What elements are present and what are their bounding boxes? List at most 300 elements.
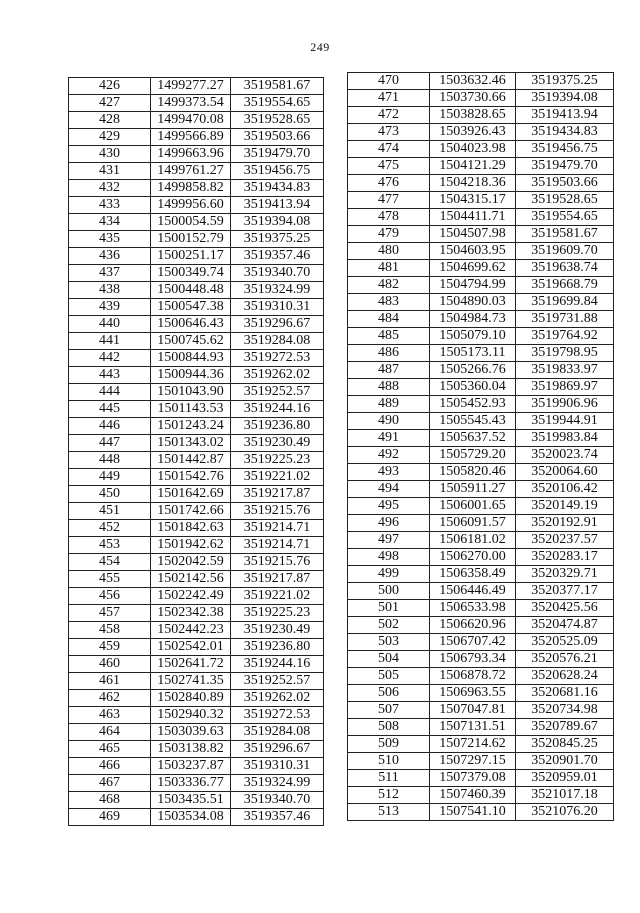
x-coordinate-cell: 1505173.11 (430, 345, 516, 362)
y-coordinate-cell: 3519221.02 (231, 469, 324, 486)
y-coordinate-cell: 3519214.71 (231, 520, 324, 537)
y-coordinate-cell: 3519225.23 (231, 452, 324, 469)
x-coordinate-cell: 1501442.87 (151, 452, 231, 469)
x-coordinate-cell: 1500646.43 (151, 316, 231, 333)
y-coordinate-cell: 3519221.02 (231, 588, 324, 605)
y-coordinate-cell: 3519324.99 (231, 775, 324, 792)
table-row (69, 571, 324, 588)
x-coordinate-cell: 1506878.72 (430, 668, 516, 685)
y-coordinate-cell: 3519609.70 (516, 243, 614, 260)
point-number-cell: 460 (69, 656, 151, 673)
point-number-cell: 453 (69, 537, 151, 554)
y-coordinate-cell: 3519310.31 (231, 758, 324, 775)
x-coordinate-cell: 1506533.98 (430, 600, 516, 617)
x-coordinate-cell: 1506001.65 (430, 498, 516, 515)
table-row (69, 724, 324, 741)
table-row (348, 226, 614, 243)
y-coordinate-cell: 3520106.42 (516, 481, 614, 498)
y-coordinate-cell: 3519214.71 (231, 537, 324, 554)
x-coordinate-cell: 1504411.71 (430, 209, 516, 226)
point-number-cell: 456 (69, 588, 151, 605)
point-number-cell: 513 (348, 804, 430, 821)
y-coordinate-cell: 3520023.74 (516, 447, 614, 464)
point-number-cell: 442 (69, 350, 151, 367)
point-number-cell: 512 (348, 787, 430, 804)
y-coordinate-cell: 3520329.71 (516, 566, 614, 583)
table-row (69, 775, 324, 792)
table-row (348, 328, 614, 345)
x-coordinate-cell: 1505079.10 (430, 328, 516, 345)
coordinate-table-left-body (69, 78, 324, 826)
y-coordinate-cell: 3519983.84 (516, 430, 614, 447)
point-number-cell: 434 (69, 214, 151, 231)
x-coordinate-cell: 1505545.43 (430, 413, 516, 430)
table-row (69, 299, 324, 316)
x-coordinate-cell: 1507541.10 (430, 804, 516, 821)
table-row (348, 566, 614, 583)
x-coordinate-cell: 1507460.39 (430, 787, 516, 804)
point-number-cell: 444 (69, 384, 151, 401)
y-coordinate-cell: 3520474.87 (516, 617, 614, 634)
table-row (348, 515, 614, 532)
y-coordinate-cell: 3519262.02 (231, 690, 324, 707)
x-coordinate-cell: 1505360.04 (430, 379, 516, 396)
x-coordinate-cell: 1500054.59 (151, 214, 231, 231)
y-coordinate-cell: 3519581.67 (516, 226, 614, 243)
y-coordinate-cell: 3520901.70 (516, 753, 614, 770)
y-coordinate-cell: 3519340.70 (231, 265, 324, 282)
table-row (69, 146, 324, 163)
point-number-cell: 482 (348, 277, 430, 294)
table-row (348, 770, 614, 787)
y-coordinate-cell: 3519503.66 (231, 129, 324, 146)
y-coordinate-cell: 3520064.60 (516, 464, 614, 481)
point-number-cell: 446 (69, 418, 151, 435)
x-coordinate-cell: 1502641.72 (151, 656, 231, 673)
x-coordinate-cell: 1505729.20 (430, 447, 516, 464)
point-number-cell: 507 (348, 702, 430, 719)
x-coordinate-cell: 1504315.17 (430, 192, 516, 209)
x-coordinate-cell: 1507131.51 (430, 719, 516, 736)
y-coordinate-cell: 3519906.96 (516, 396, 614, 413)
x-coordinate-cell: 1499761.27 (151, 163, 231, 180)
x-coordinate-cell: 1503138.82 (151, 741, 231, 758)
point-number-cell: 461 (69, 673, 151, 690)
y-coordinate-cell: 3519638.74 (516, 260, 614, 277)
point-number-cell: 483 (348, 294, 430, 311)
table-row (348, 464, 614, 481)
y-coordinate-cell: 3519296.67 (231, 316, 324, 333)
table-row (69, 622, 324, 639)
point-number-cell: 458 (69, 622, 151, 639)
y-coordinate-cell: 3519833.97 (516, 362, 614, 379)
table-row (69, 435, 324, 452)
table-row (348, 583, 614, 600)
table-row (69, 316, 324, 333)
x-coordinate-cell: 1504023.98 (430, 141, 516, 158)
y-coordinate-cell: 3519244.16 (231, 401, 324, 418)
point-number-cell: 506 (348, 685, 430, 702)
x-coordinate-cell: 1502142.56 (151, 571, 231, 588)
y-coordinate-cell: 3520149.19 (516, 498, 614, 515)
point-number-cell: 454 (69, 554, 151, 571)
y-coordinate-cell: 3519272.53 (231, 707, 324, 724)
x-coordinate-cell: 1503435.51 (151, 792, 231, 809)
point-number-cell: 502 (348, 617, 430, 634)
point-number-cell: 505 (348, 668, 430, 685)
table-row (69, 690, 324, 707)
x-coordinate-cell: 1506270.00 (430, 549, 516, 566)
page-number: 249 (310, 40, 330, 54)
x-coordinate-cell: 1506963.55 (430, 685, 516, 702)
table-row (69, 741, 324, 758)
table-row (348, 600, 614, 617)
y-coordinate-cell: 3519215.76 (231, 503, 324, 520)
table-row (69, 384, 324, 401)
table-row (69, 503, 324, 520)
x-coordinate-cell: 1500745.62 (151, 333, 231, 350)
table-row (69, 231, 324, 248)
point-number-cell: 501 (348, 600, 430, 617)
table-row (69, 537, 324, 554)
y-coordinate-cell: 3520681.16 (516, 685, 614, 702)
point-number-cell: 448 (69, 452, 151, 469)
y-coordinate-cell: 3519252.57 (231, 384, 324, 401)
point-number-cell: 470 (348, 73, 430, 90)
point-number-cell: 496 (348, 515, 430, 532)
x-coordinate-cell: 1500349.74 (151, 265, 231, 282)
x-coordinate-cell: 1505266.76 (430, 362, 516, 379)
table-row (69, 95, 324, 112)
table-row (348, 685, 614, 702)
point-number-cell: 492 (348, 447, 430, 464)
point-number-cell: 471 (348, 90, 430, 107)
y-coordinate-cell: 3519310.31 (231, 299, 324, 316)
table-row (348, 294, 614, 311)
table-row (348, 90, 614, 107)
point-number-cell: 498 (348, 549, 430, 566)
x-coordinate-cell: 1505820.46 (430, 464, 516, 481)
y-coordinate-cell: 3519456.75 (231, 163, 324, 180)
x-coordinate-cell: 1500547.38 (151, 299, 231, 316)
table-row (348, 243, 614, 260)
table-row (69, 248, 324, 265)
table-row (348, 260, 614, 277)
x-coordinate-cell: 1504984.73 (430, 311, 516, 328)
table-row (69, 112, 324, 129)
x-coordinate-cell: 1507214.62 (430, 736, 516, 753)
y-coordinate-cell: 3519413.94 (231, 197, 324, 214)
point-number-cell: 457 (69, 605, 151, 622)
x-coordinate-cell: 1500251.17 (151, 248, 231, 265)
x-coordinate-cell: 1499858.82 (151, 180, 231, 197)
y-coordinate-cell: 3519272.53 (231, 350, 324, 367)
point-number-cell: 468 (69, 792, 151, 809)
point-number-cell: 465 (69, 741, 151, 758)
y-coordinate-cell: 3519699.84 (516, 294, 614, 311)
y-coordinate-cell: 3519375.25 (516, 73, 614, 90)
x-coordinate-cell: 1500944.36 (151, 367, 231, 384)
x-coordinate-cell: 1503336.77 (151, 775, 231, 792)
table-row (348, 345, 614, 362)
point-number-cell: 469 (69, 809, 151, 826)
x-coordinate-cell: 1503632.46 (430, 73, 516, 90)
point-number-cell: 443 (69, 367, 151, 384)
x-coordinate-cell: 1500448.48 (151, 282, 231, 299)
point-number-cell: 445 (69, 401, 151, 418)
y-coordinate-cell: 3519244.16 (231, 656, 324, 673)
table-row (69, 367, 324, 384)
point-number-cell: 427 (69, 95, 151, 112)
point-number-cell: 432 (69, 180, 151, 197)
table-row (69, 350, 324, 367)
y-coordinate-cell: 3520576.21 (516, 651, 614, 668)
y-coordinate-cell: 3519230.49 (231, 622, 324, 639)
x-coordinate-cell: 1503828.65 (430, 107, 516, 124)
x-coordinate-cell: 1501043.90 (151, 384, 231, 401)
table-row (348, 617, 614, 634)
point-number-cell: 428 (69, 112, 151, 129)
y-coordinate-cell: 3519394.08 (516, 90, 614, 107)
point-number-cell: 494 (348, 481, 430, 498)
x-coordinate-cell: 1505637.52 (430, 430, 516, 447)
point-number-cell: 486 (348, 345, 430, 362)
table-row (69, 520, 324, 537)
y-coordinate-cell: 3519528.65 (231, 112, 324, 129)
x-coordinate-cell: 1502242.49 (151, 588, 231, 605)
x-coordinate-cell: 1504699.62 (430, 260, 516, 277)
point-number-cell: 466 (69, 758, 151, 775)
y-coordinate-cell: 3519217.87 (231, 571, 324, 588)
x-coordinate-cell: 1507297.15 (430, 753, 516, 770)
table-row (69, 214, 324, 231)
table-row (348, 634, 614, 651)
table-row (69, 452, 324, 469)
table-row (69, 418, 324, 435)
point-number-cell: 435 (69, 231, 151, 248)
y-coordinate-cell: 3519456.75 (516, 141, 614, 158)
table-row (69, 197, 324, 214)
x-coordinate-cell: 1499373.54 (151, 95, 231, 112)
x-coordinate-cell: 1503926.43 (430, 124, 516, 141)
y-coordinate-cell: 3519394.08 (231, 214, 324, 231)
x-coordinate-cell: 1502342.38 (151, 605, 231, 622)
point-number-cell: 509 (348, 736, 430, 753)
x-coordinate-cell: 1501143.53 (151, 401, 231, 418)
table-row (69, 78, 324, 95)
x-coordinate-cell: 1502940.32 (151, 707, 231, 724)
y-coordinate-cell: 3520789.67 (516, 719, 614, 736)
x-coordinate-cell: 1505452.93 (430, 396, 516, 413)
y-coordinate-cell: 3519324.99 (231, 282, 324, 299)
table-row (69, 486, 324, 503)
y-coordinate-cell: 3519479.70 (231, 146, 324, 163)
point-number-cell: 447 (69, 435, 151, 452)
point-number-cell: 438 (69, 282, 151, 299)
point-number-cell: 463 (69, 707, 151, 724)
point-number-cell: 459 (69, 639, 151, 656)
y-coordinate-cell: 3519262.02 (231, 367, 324, 384)
point-number-cell: 426 (69, 78, 151, 95)
table-row (69, 163, 324, 180)
point-number-cell: 475 (348, 158, 430, 175)
y-coordinate-cell: 3519434.83 (231, 180, 324, 197)
x-coordinate-cell: 1500152.79 (151, 231, 231, 248)
y-coordinate-cell: 3519284.08 (231, 333, 324, 350)
x-coordinate-cell: 1507047.81 (430, 702, 516, 719)
x-coordinate-cell: 1501343.02 (151, 435, 231, 452)
table-row (348, 430, 614, 447)
table-row (348, 481, 614, 498)
table-row (69, 809, 324, 826)
point-number-cell: 474 (348, 141, 430, 158)
x-coordinate-cell: 1504890.03 (430, 294, 516, 311)
point-number-cell: 488 (348, 379, 430, 396)
y-coordinate-cell: 3519217.87 (231, 486, 324, 503)
y-coordinate-cell: 3519764.92 (516, 328, 614, 345)
table-row (348, 532, 614, 549)
point-number-cell: 487 (348, 362, 430, 379)
y-coordinate-cell: 3520192.91 (516, 515, 614, 532)
y-coordinate-cell: 3520377.17 (516, 583, 614, 600)
point-number-cell: 431 (69, 163, 151, 180)
x-coordinate-cell: 1506620.96 (430, 617, 516, 634)
y-coordinate-cell: 3519503.66 (516, 175, 614, 192)
x-coordinate-cell: 1499663.96 (151, 146, 231, 163)
point-number-cell: 485 (348, 328, 430, 345)
y-coordinate-cell: 3519230.49 (231, 435, 324, 452)
table-row (69, 792, 324, 809)
point-number-cell: 464 (69, 724, 151, 741)
x-coordinate-cell: 1500844.93 (151, 350, 231, 367)
table-row (348, 379, 614, 396)
table-row (348, 192, 614, 209)
point-number-cell: 450 (69, 486, 151, 503)
x-coordinate-cell: 1501942.62 (151, 537, 231, 554)
table-row (348, 498, 614, 515)
table-row (69, 639, 324, 656)
x-coordinate-cell: 1501642.69 (151, 486, 231, 503)
point-number-cell: 439 (69, 299, 151, 316)
x-coordinate-cell: 1502042.59 (151, 554, 231, 571)
point-number-cell: 441 (69, 333, 151, 350)
table-row (348, 413, 614, 430)
point-number-cell: 477 (348, 192, 430, 209)
point-number-cell: 430 (69, 146, 151, 163)
table-row (348, 175, 614, 192)
point-number-cell: 500 (348, 583, 430, 600)
table-row (348, 124, 614, 141)
coordinate-table-left (68, 77, 324, 826)
table-row (69, 673, 324, 690)
point-number-cell: 503 (348, 634, 430, 651)
point-number-cell: 449 (69, 469, 151, 486)
y-coordinate-cell: 3519340.70 (231, 792, 324, 809)
point-number-cell: 504 (348, 651, 430, 668)
table-row (69, 588, 324, 605)
y-coordinate-cell: 3519479.70 (516, 158, 614, 175)
x-coordinate-cell: 1502741.35 (151, 673, 231, 690)
x-coordinate-cell: 1504794.99 (430, 277, 516, 294)
point-number-cell: 462 (69, 690, 151, 707)
point-number-cell: 479 (348, 226, 430, 243)
y-coordinate-cell: 3519731.88 (516, 311, 614, 328)
point-number-cell: 484 (348, 311, 430, 328)
table-row (348, 73, 614, 90)
y-coordinate-cell: 3520845.25 (516, 736, 614, 753)
table-row (348, 719, 614, 736)
y-coordinate-cell: 3519554.65 (516, 209, 614, 226)
x-coordinate-cell: 1504603.95 (430, 243, 516, 260)
y-coordinate-cell: 3519944.91 (516, 413, 614, 430)
table-row (348, 141, 614, 158)
table-row (348, 158, 614, 175)
x-coordinate-cell: 1504507.98 (430, 226, 516, 243)
y-coordinate-cell: 3519252.57 (231, 673, 324, 690)
x-coordinate-cell: 1501542.76 (151, 469, 231, 486)
point-number-cell: 455 (69, 571, 151, 588)
y-coordinate-cell: 3520237.57 (516, 532, 614, 549)
x-coordinate-cell: 1504121.29 (430, 158, 516, 175)
table-row (348, 736, 614, 753)
y-coordinate-cell: 3519236.80 (231, 639, 324, 656)
table-row (69, 656, 324, 673)
x-coordinate-cell: 1503730.66 (430, 90, 516, 107)
point-number-cell: 511 (348, 770, 430, 787)
point-number-cell: 489 (348, 396, 430, 413)
y-coordinate-cell: 3519798.95 (516, 345, 614, 362)
x-coordinate-cell: 1499956.60 (151, 197, 231, 214)
point-number-cell: 480 (348, 243, 430, 260)
x-coordinate-cell: 1506181.02 (430, 532, 516, 549)
y-coordinate-cell: 3520283.17 (516, 549, 614, 566)
y-coordinate-cell: 3519284.08 (231, 724, 324, 741)
point-number-cell: 478 (348, 209, 430, 226)
table-row (348, 549, 614, 566)
y-coordinate-cell: 3521076.20 (516, 804, 614, 821)
y-coordinate-cell: 3519215.76 (231, 554, 324, 571)
point-number-cell: 473 (348, 124, 430, 141)
y-coordinate-cell: 3519236.80 (231, 418, 324, 435)
y-coordinate-cell: 3519581.67 (231, 78, 324, 95)
y-coordinate-cell: 3520525.09 (516, 634, 614, 651)
x-coordinate-cell: 1501742.66 (151, 503, 231, 520)
y-coordinate-cell: 3519375.25 (231, 231, 324, 248)
point-number-cell: 476 (348, 175, 430, 192)
table-row (69, 758, 324, 775)
x-coordinate-cell: 1501842.63 (151, 520, 231, 537)
table-row (69, 265, 324, 282)
x-coordinate-cell: 1504218.36 (430, 175, 516, 192)
x-coordinate-cell: 1502542.01 (151, 639, 231, 656)
x-coordinate-cell: 1503534.08 (151, 809, 231, 826)
table-row (348, 668, 614, 685)
x-coordinate-cell: 1499277.27 (151, 78, 231, 95)
point-number-cell: 510 (348, 753, 430, 770)
point-number-cell: 499 (348, 566, 430, 583)
y-coordinate-cell: 3519434.83 (516, 124, 614, 141)
x-coordinate-cell: 1505911.27 (430, 481, 516, 498)
table-row (348, 209, 614, 226)
x-coordinate-cell: 1506358.49 (430, 566, 516, 583)
y-coordinate-cell: 3520628.24 (516, 668, 614, 685)
x-coordinate-cell: 1507379.08 (430, 770, 516, 787)
x-coordinate-cell: 1502442.23 (151, 622, 231, 639)
table-row (348, 107, 614, 124)
point-number-cell: 451 (69, 503, 151, 520)
y-coordinate-cell: 3521017.18 (516, 787, 614, 804)
table-row (348, 753, 614, 770)
